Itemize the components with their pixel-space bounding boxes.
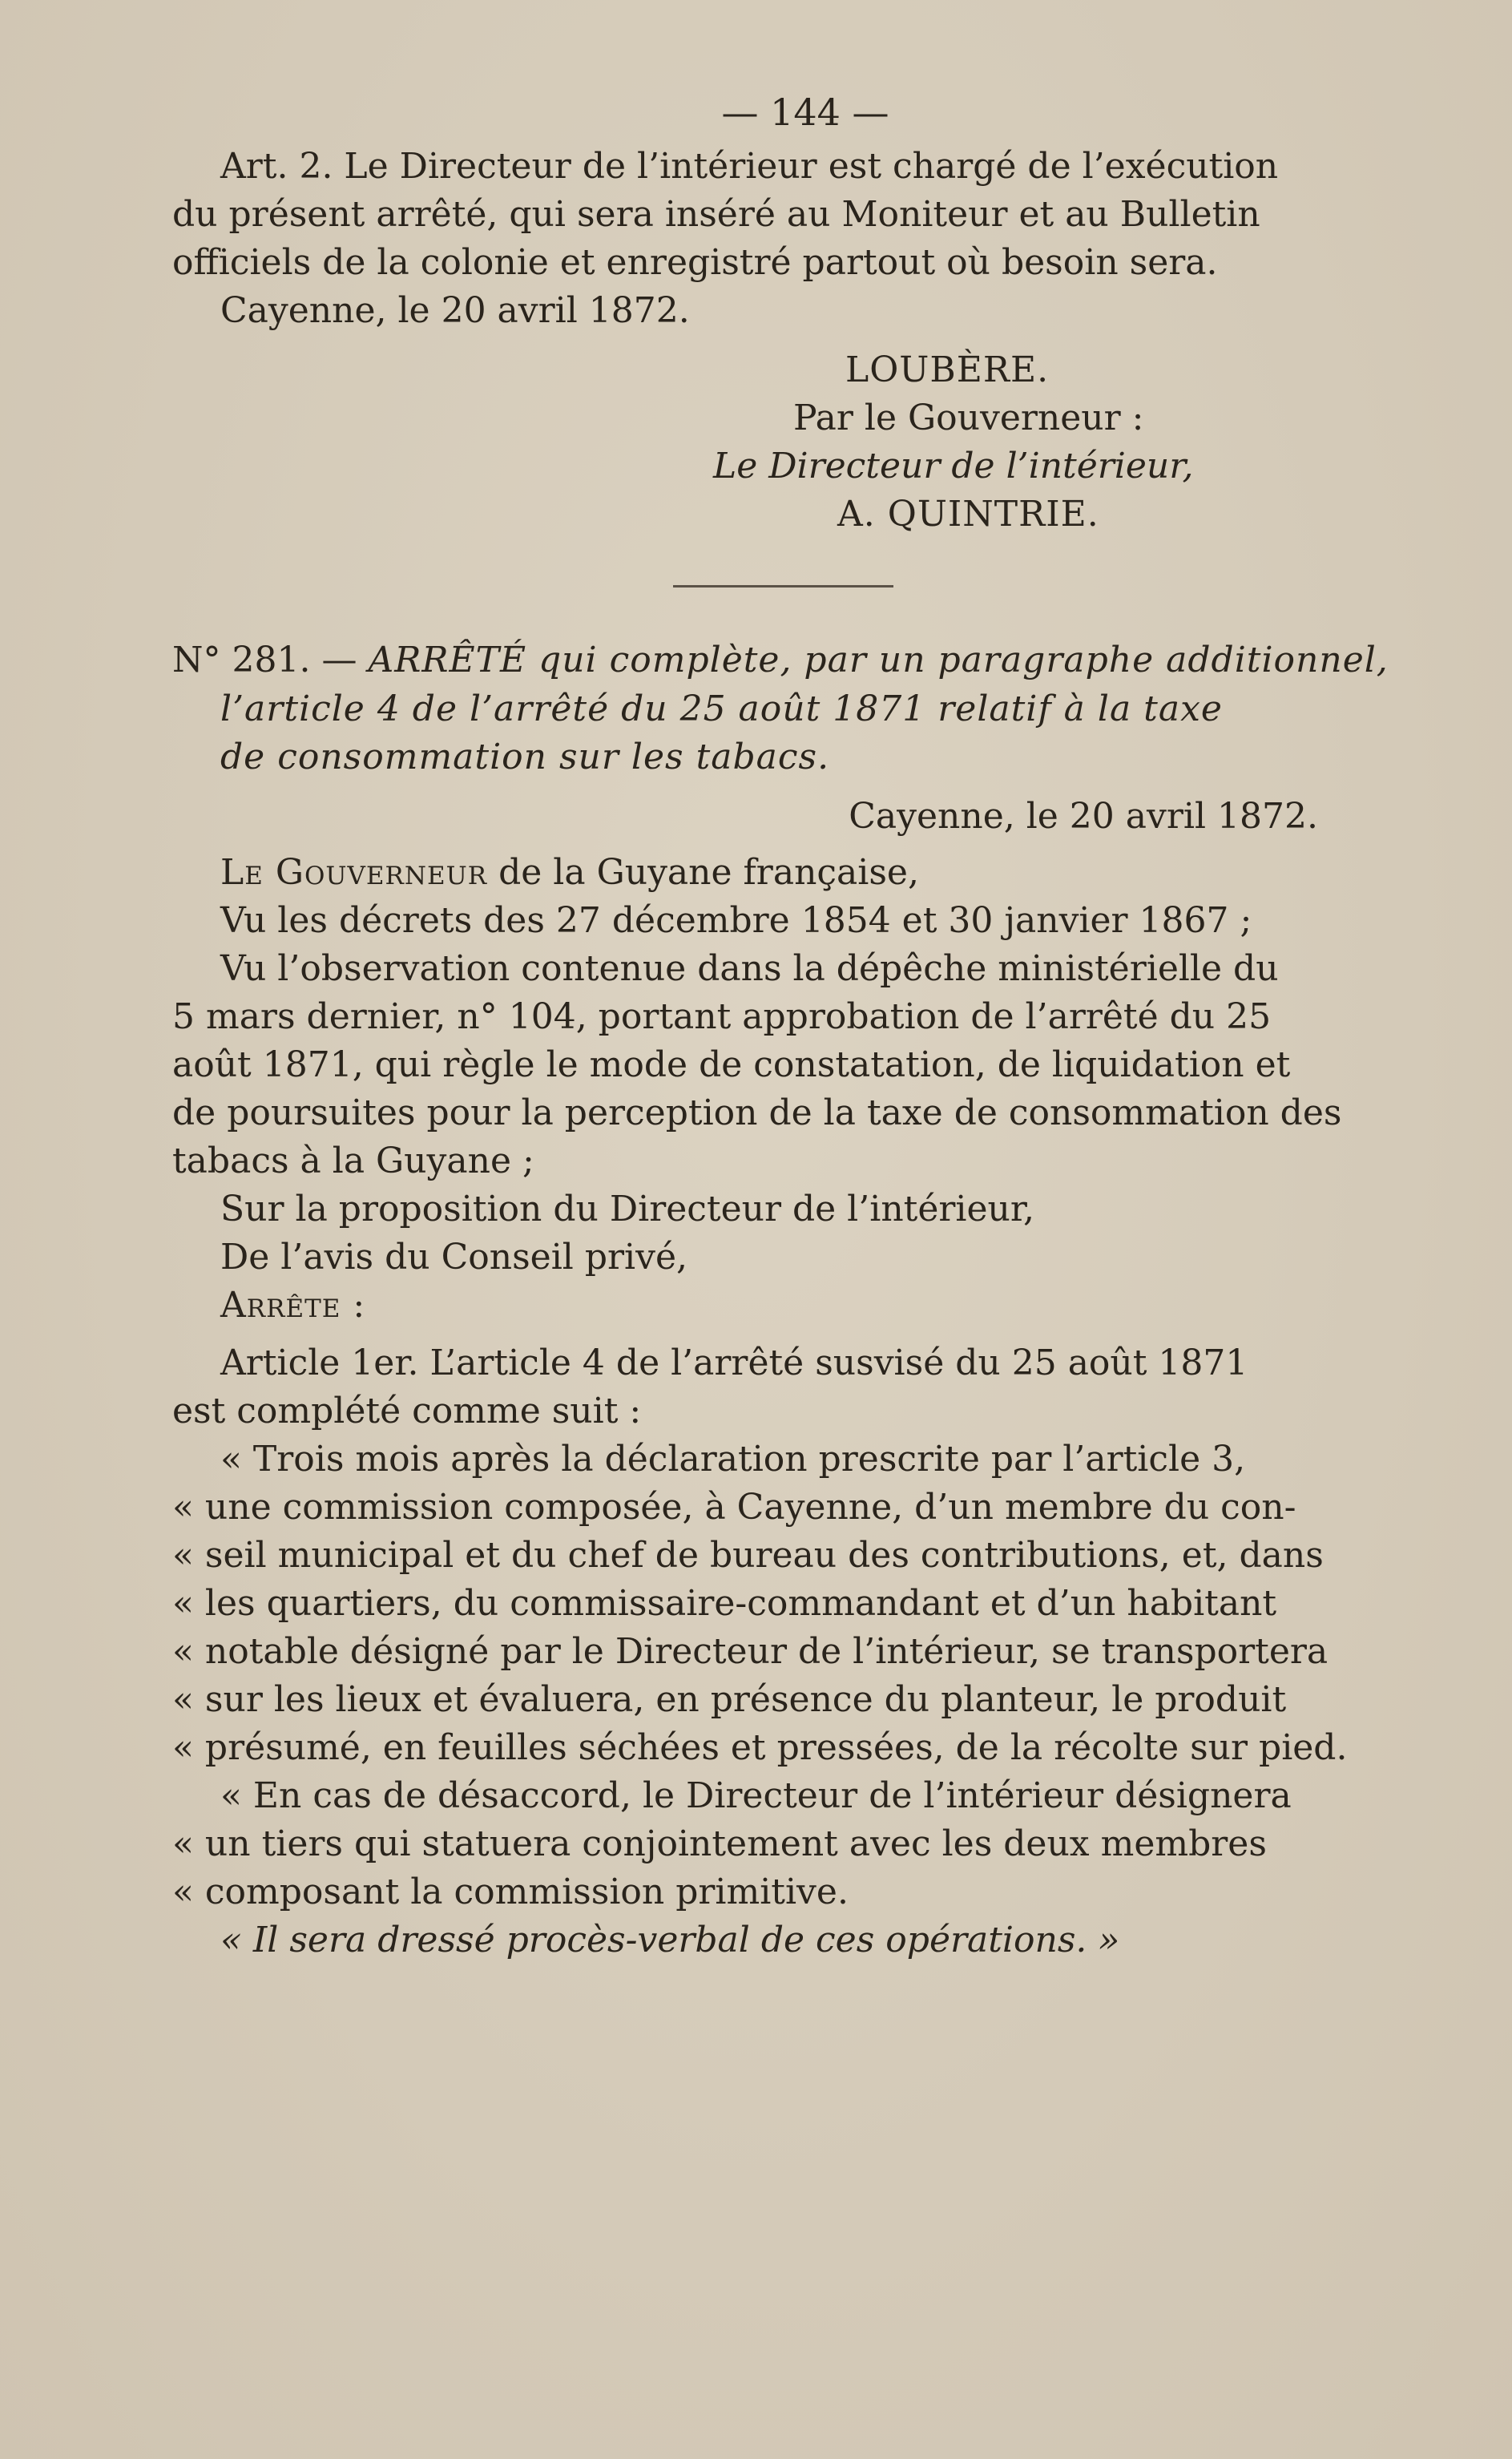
quote-line: « sur les lieux et évaluera, en présence du planteur, le produit — [172, 1679, 1287, 1720]
gouverneur-label: Le Gouverneur — [220, 852, 488, 893]
place-date-2: Cayenne, le 20 avril 1872. — [849, 796, 1318, 837]
vu-observation — [172, 945, 1390, 1185]
quote-paragraph-1 — [172, 1435, 1390, 1772]
page-text — [172, 88, 1390, 1964]
gouverneur-rest: de la Guyane française, — [487, 852, 919, 893]
article-2-line: Art. 2. Le Directeur de l’intérieur est chargé de l’exécution — [220, 146, 1279, 187]
vu-observation-line: tabacs à la Guyane ; — [172, 1141, 534, 1181]
article-2-line: du présent arrêté, qui sera inséré au Moniteur et au Bulletin — [172, 194, 1260, 235]
quote-paragraph-2 — [172, 1772, 1390, 1916]
quote-paragraph-3: « Il sera dressé procès-verbal de ces opérations. » — [220, 1920, 1120, 1960]
decree-title-line: l’article 4 de l’arrêté du 25 août 1871 relatif à la taxe — [220, 688, 1223, 729]
vu-observation-line: 5 mars dernier, n° 104, portant approbation de l’arrêté du 25 — [172, 996, 1272, 1037]
decree-number: N° 281. — — [172, 640, 369, 680]
article-1 — [172, 1339, 1390, 1435]
signature-name: LOUBÈRE. — [845, 349, 1050, 390]
quote-line: « les quartiers, du commissaire-commandant et d’un habitant — [172, 1583, 1277, 1624]
vu-decrets: Vu les décrets des 27 décembre 1854 et 30 janvier 1867 ; — [220, 900, 1252, 941]
article-1-line: Article 1er. L’article 4 de l’arrêté susvisé du 25 août 1871 — [220, 1343, 1248, 1383]
quote-line: « Trois mois après la déclaration prescrite par l’article 3, — [220, 1439, 1246, 1480]
quote-line: « une commission composée, à Cayenne, d’un membre du con- — [172, 1487, 1296, 1528]
article-2-line: officiels de la colonie et enregistré partout où besoin sera. — [172, 242, 1218, 283]
avis-conseil: De l’avis du Conseil privé, — [220, 1237, 687, 1278]
decree-title-line: ARRÊTÉ qui complète, par un paragraphe additionnel, — [368, 640, 1389, 680]
article-2 — [172, 143, 1390, 287]
quote-line: « un tiers qui statuera conjointement avec les deux membres — [172, 1823, 1267, 1864]
quote-line: « présumé, en feuilles séchées et pressées, de la récolte sur pied. — [172, 1727, 1348, 1768]
vu-observation-line: août 1871, qui règle le mode de constatation, de liquidation et — [172, 1044, 1291, 1085]
gouverneur-line — [172, 849, 1390, 897]
quote-line: « notable désigné par le Directeur de l’intérieur, se transportera — [172, 1631, 1329, 1672]
decree-heading — [172, 636, 1390, 685]
decree-title-line: de consommation sur les tabacs. — [220, 737, 830, 777]
sur-proposition: Sur la proposition du Directeur de l’intérieur, — [220, 1189, 1035, 1230]
quote-line: « En cas de désaccord, le Directeur de l’intérieur désignera — [220, 1775, 1292, 1816]
signature-par: Par le Gouverneur : — [793, 398, 1144, 438]
signature-countersign: A. QUINTRIE. — [837, 494, 1099, 535]
section-divider — [673, 585, 893, 587]
page-number: — 144 — — [721, 91, 889, 134]
signature-directeur: Le Directeur de l’intérieur, — [713, 446, 1194, 487]
quote-line: « composant la commission primitive. — [172, 1872, 849, 1912]
article-1-line: est complété comme suit : — [172, 1391, 642, 1431]
quote-line: « seil municipal et du chef de bureau des contributions, et, dans — [172, 1535, 1324, 1576]
place-date-1: Cayenne, le 20 avril 1872. — [220, 290, 690, 331]
vu-observation-line: Vu l’observation contenue dans la dépêche ministérielle du — [220, 948, 1279, 989]
arrete-label: Arrête : — [220, 1285, 366, 1326]
vu-observation-line: de poursuites pour la perception de la taxe de consommation des — [172, 1092, 1342, 1133]
